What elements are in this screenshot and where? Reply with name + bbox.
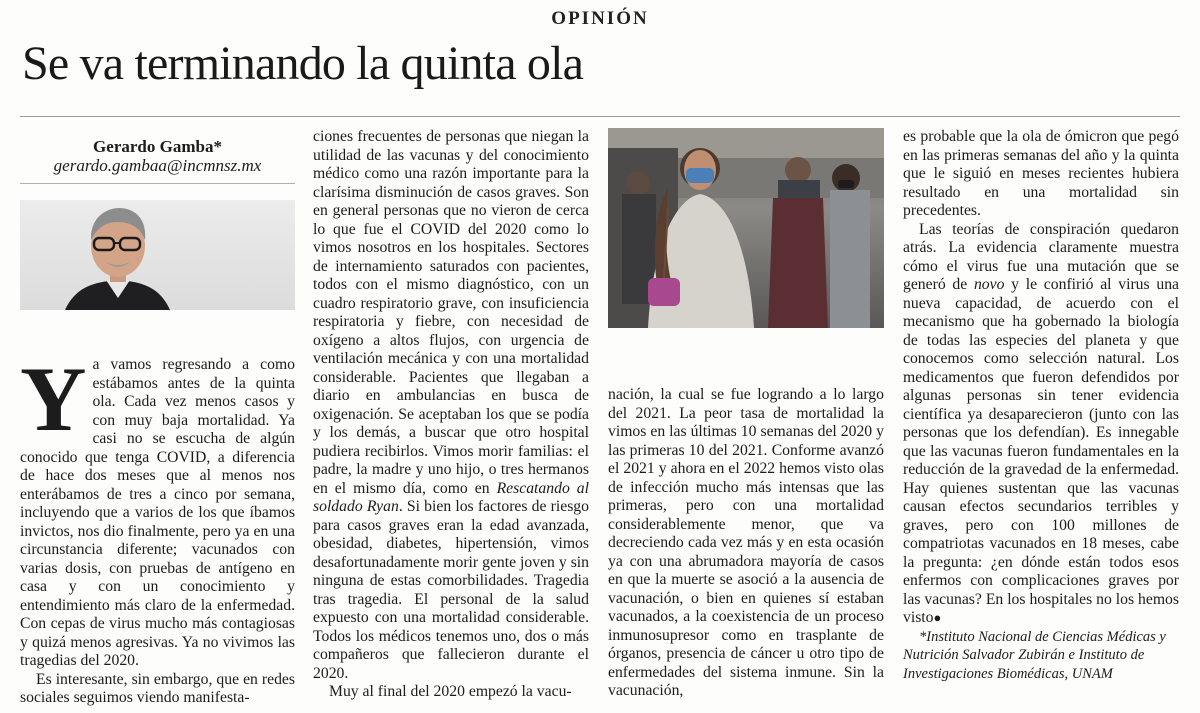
column-1 <box>20 128 295 706</box>
paragraph: Es interesante, sin embargo, que en redes sociales seguimos viendo manifesta- <box>20 670 295 706</box>
column-2 <box>313 128 589 702</box>
column-4 <box>903 128 1179 683</box>
paragraph: nación, la cual se fue logrando a lo largo del 2021. La peor tasa de mortalidad la vimos en las últimas 10 semanas del 2020 y las primeras 10 del 2021. Conforme avanzó el 2021 y ahora en el 2022 hemos visto olas de infección mucho más intensas que las primeras, pero con una mortalidad considerablemente menor, que va decreciendo cada vez más y en esta ocasión ya con una abrumadora mayoría de casos en que la muerte se asoció a la ausencia de vacunación, o bien en quienes sí estaban vacunados, a la coexistencia de un proceso inmunosupresor como en trasplante de órganos, presencia de cáncer u otro tipo de enfermedades del sistema inmune. Sin la vacunación, <box>608 386 884 699</box>
film-title: Rescatando al soldado Ryan <box>313 479 589 515</box>
author-email[interactable]: gerardo.gambaa@incmnsz.mx <box>53 155 262 175</box>
end-mark-icon: ● <box>933 610 942 625</box>
column-3 <box>608 128 884 701</box>
paragraph: Las teorías de conspiración quedaron atrás. La evidencia claramente muestra cómo el virus fue una mutación que se generó de novo y le confirió al virus una nueva capacidad, de acuerdo con el mecanismo que ha gobernado la biología de todas las especies del planeta y que conocemos como selección natural. Los medicamentos que fueron defendidos por algunas personas sin tener evidencia científica ya desaparecieron (junto con las personas que los defendían). Es innegable que las vacunas fueron fundamentales en la reducción de la gravedad de la enfermedad. Hay quienes sustentan que las vacunas causan efectos secundarios terribles y graves, pero con 100 millones de compatriotas vacunados en 18 meses, cabe la pregunta: ¿en dónde están todos esos enfermos con complicaciones graves por las vacunas? En los hospitales no los hemos visto● <box>903 220 1179 626</box>
paragraph: es probable que la ola de ómicron que pegó en las primeras semanas del año y la quinta que le siguió en meses recientes hubiera resultado en una mortalidad sin precedentes. <box>903 128 1179 219</box>
section-label: OPINIÓN <box>551 8 649 29</box>
headline: Se va terminando la quinta ola <box>22 37 584 90</box>
drop-cap: Y <box>20 348 87 450</box>
column-1-text <box>20 348 295 708</box>
crowd-photo <box>608 128 884 328</box>
column-3-text <box>608 386 884 701</box>
paragraph: ciones frecuentes de personas que niegan la utilidad de las vacunas y del conocimiento médico como una razón importante para la clarísima disminución de casos graves. Son en general personas que no vieron de cerca lo que fue el COVID del 2020 como lo vimos nosotros en los hospitales. Sectores de internamiento saturados con pacientes, todos con el mismo diagnóstico, con un cuadro respiratorio grave, con insuficiencia respiratoria y fiebre, con necesidad de oxígeno a altos flujos, con urgencia de ventilación mecánica y con una mortalidad considerable. Pacientes que llegaban a diario en ambulancias en busca de oxigenación. Se aceptaban los que se podía y los demás, a buscar que otro hospital pudiera recibirlos. Vimos morir familias: el padre, la madre y uno hijo, o tres hermanos en el mismo día, como en Rescatando al soldado Ryan. Si bien los factores de riesgo para casos graves eran la edad avanzada, obesidad, diabetes, hipertensión, vimos desafortunadamente morir gente joven y sin ninguna de estas comorbilidades. Tragedia tras tragedia. El personal de la salud expuesto con una mortalidad considerable. Todos los médicos tenemos uno, dos o más compañeros que fallecieron durante el 2020. <box>313 128 589 682</box>
latin-term: novo <box>973 276 1005 293</box>
header-divider <box>20 116 1180 117</box>
paragraph: Muy al final del 2020 empezó la vacu- <box>329 683 572 700</box>
author-name: Gerardo Gamba* <box>93 137 222 156</box>
byline-divider <box>20 183 295 184</box>
author-footnote: *Instituto Nacional de Ciencias Médicas y Nutrición Salvador Zubirán e Instituto de Investigaciones Biomédicas, UNAM <box>903 628 1166 682</box>
paragraph: Ya vamos regresando a como estábamos antes de la quinta ola. Cada vez menos casos y con muy baja mortalidad. Ya casi no se escucha de algún conocido que tenga COVID, a diferencia de hace dos meses que al menos nos enterábamos de tres a cinco por semana, incluyendo que a varios de los que íbamos invictos, nos dio finalmente, pero ya en una circunstancia diferente; vacunados con varias dosis, con pruebas de antígeno en casa y con un conocimiento y entendimiento más claro de la enfermedad. Con cepas de virus mucho más contagiosas y quizá menos agresivas. Ya no vivimos las tragedias del 2020. <box>20 348 295 669</box>
author-portrait <box>20 200 295 310</box>
